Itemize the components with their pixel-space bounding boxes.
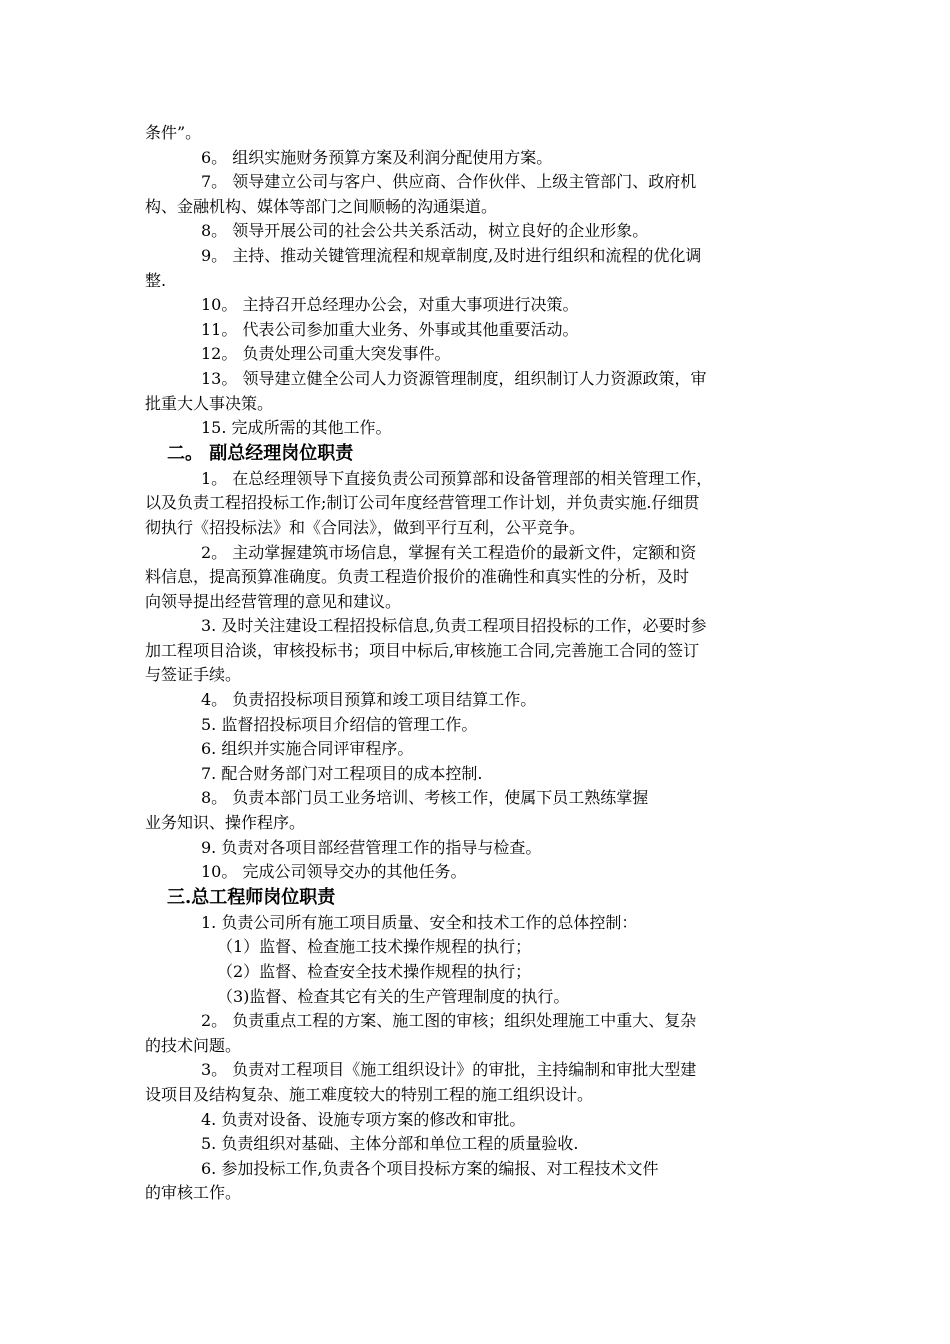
list-item: 15. 完成所需的其他工作。 [201, 418, 392, 438]
list-item: 8。 领导开展公司的社会公共关系活动，树立良好的企业形象。 [201, 221, 649, 241]
list-item: 10。 主持召开总经理办公会，对重大事项进行决策。 [201, 295, 579, 315]
list-item: 7。 领导建立公司与客户、供应商、合作伙伴、上级主管部门、政府机 [201, 172, 697, 192]
list-item: 2。 负责重点工程的方案、施工图的审核；组织处理施工中重大、复杂 [201, 1011, 697, 1031]
text-line: 料信息，提高预算准确度。负责工程造价报价的准确性和真实性的分析，及时 [145, 567, 690, 587]
sub-list-item: （3)监督、检查其它有关的生产管理制度的执行。 [217, 986, 570, 1006]
list-item: 4。 负责招投标项目预算和竣工项目结算工作。 [201, 690, 537, 710]
text-line: 构、金融机构、媒体等部门之间顺畅的沟通渠道。 [145, 196, 498, 216]
text-line: 业务知识、操作程序。 [145, 813, 306, 833]
text-line: 与签证手续。 [145, 665, 242, 685]
text-line: 的技术问题。 [145, 1035, 242, 1055]
sub-list-item: （2）监督、检查安全技术操作规程的执行； [217, 962, 532, 981]
list-item: 6. 组织并实施合同评审程序。 [201, 739, 414, 759]
text-line: 的审核工作。 [145, 1183, 242, 1203]
list-item: 1. 负责公司所有施工项目质量、安全和技术工作的总体控制： [201, 912, 638, 932]
list-item: 7. 配合财务部门对工程项目的成本控制. [201, 763, 483, 783]
list-item: 1。 在总经理领导下直接负责公司预算部和设备管理部的相关管理工作， [201, 468, 713, 488]
text-line: 以及负责工程招投标工作;制订公司年度经营管理工作计划，并负责实施.仔细贯 [145, 493, 700, 513]
text-line: 条件”。 [145, 123, 202, 142]
list-item: 8。 负责本部门员工业务培训、考核工作，使属下员工熟练掌握 [201, 788, 649, 808]
text-line: 加工程项目洽谈，审核投标书；项目中标后,审核施工合同,完善施工合同的签订 [145, 640, 700, 660]
list-item: 11。 代表公司参加重大业务、外事或其他重要活动。 [201, 319, 579, 339]
sub-list-item: （1）监督、检查施工技术操作规程的执行； [217, 937, 532, 957]
list-item: 10。 完成公司领导交办的其他任务。 [201, 862, 467, 882]
text-line: 批重大人事决策。 [145, 393, 274, 413]
text-line: 整. [145, 270, 167, 290]
list-item: 6. 参加投标工作,负责各个项目投标方案的编报、对工程技术文件 [201, 1158, 659, 1178]
list-item: 3. 及时关注建设工程招投标信息,负责工程项目招投标的工作，必要时参 [201, 616, 707, 636]
list-item: 13。 领导建立健全公司人力资源管理制度，组织制订人力资源政策，审 [201, 368, 707, 388]
text-line: 向领导提出经营管理的意见和建议。 [145, 591, 402, 611]
list-item: 3。 负责对工程项目《施工组织设计》的审批，主持编制和审批大型建 [201, 1060, 697, 1080]
list-item: 6。 组织实施财务预算方案及利润分配使用方案。 [201, 147, 553, 167]
list-item: 5. 负责组织对基础、主体分部和单位工程的质量验收. [201, 1134, 579, 1154]
document-page [145, 121, 817, 1206]
list-item: 9。 主持、推动关键管理流程和规章制度,及时进行组织和流程的优化调 [201, 245, 702, 265]
section-heading: 二。 副总经理岗位职责 [167, 442, 354, 464]
text-line: 彻执行《招投标法》和《合同法》，做到平行互利，公平竞争。 [145, 517, 586, 537]
list-item: 4. 负责对设备、设施专项方案的修改和审批。 [201, 1109, 526, 1129]
list-item: 9. 负责对各项目部经营管理工作的指导与检查。 [201, 837, 542, 857]
list-item: 12。 负责处理公司重大突发事件。 [201, 344, 451, 364]
list-item: 2。 主动掌握建筑市场信息，掌握有关工程造价的最新文件，定额和资 [201, 542, 697, 562]
list-item: 5. 监督招投标项目介绍信的管理工作。 [201, 714, 478, 734]
text-line: 设项目及结构复杂、施工难度较大的特别工程的施工组织设计。 [145, 1084, 594, 1104]
section-heading: 三.总工程师岗位职责 [167, 886, 336, 908]
